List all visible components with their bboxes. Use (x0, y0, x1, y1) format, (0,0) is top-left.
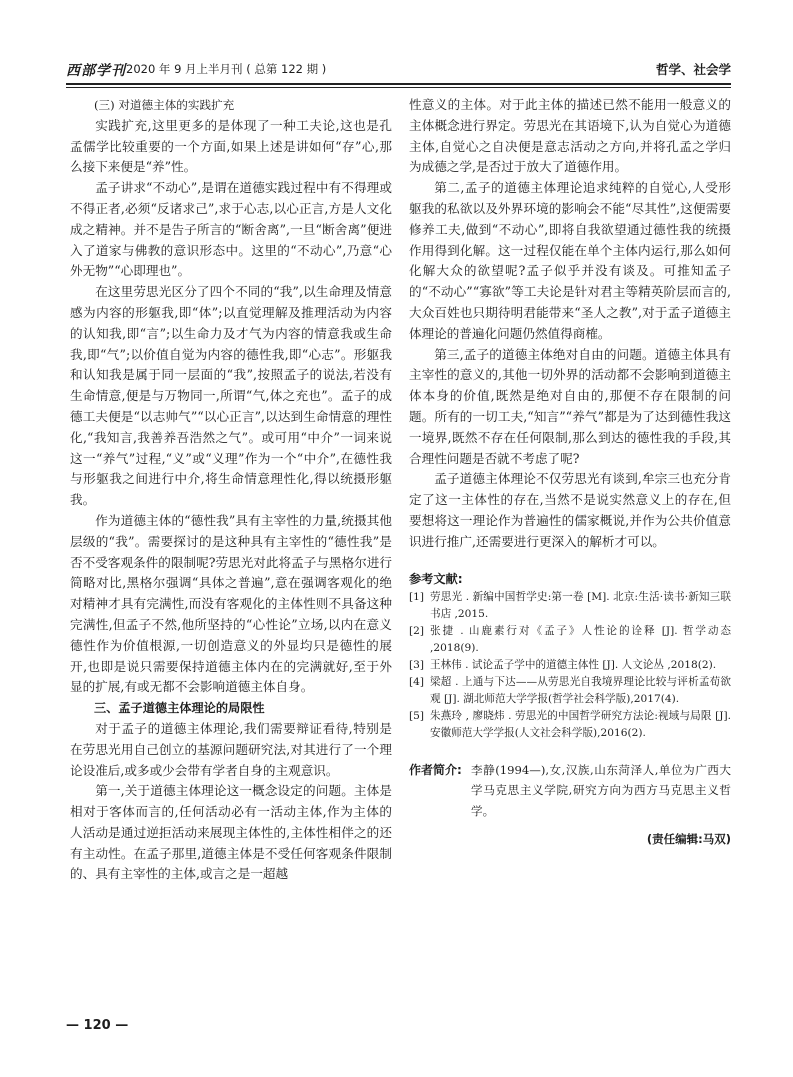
reference-text: 张捷 . 山鹿素行对《孟子》人性论的诠释 [J]. 哲学动态 ,2018(9). (430, 624, 731, 654)
header-rule-thin (66, 87, 731, 88)
page-header (66, 60, 731, 82)
subheading: (三) 对道德主体的实践扩充 (94, 98, 235, 112)
reference-item (409, 589, 731, 623)
paragraph: 第一,关于道德主体理论这一概念设定的问题。主体是相对于客体而言的,任何活动必有一活动主体,作为主体的人活动是通过逆拒活动来展现主体性的,主体性相伴之的还有主动性。在孟子那里,道德主体是不受任何客观条件限制的、具有主宰性的主体,或言之是一超越 (70, 783, 392, 882)
paragraph: 第三,孟子的道德主体绝对自由的问题。道德主体具有主宰性的意义的,其他一切外界的活动都不会影响到道德主体本身的价值,既然是绝对自由的,那便不存在限制的问题。所有的一切工夫,“知言”“养气”都是为了达到德性我这一境界,既然不存在任何限制,那么到达的德性我的手段,其合理性问题是否就不考虑了呢? (409, 346, 731, 466)
journal-logo: 西部学刊 (66, 63, 126, 79)
section-heading: 三、孟子道德主体理论的局限性 (94, 701, 265, 716)
author-label: 作者简介: (409, 762, 462, 777)
paragraph: 第二,孟子的道德主体理论追求纯粹的自觉心,人受形躯我的私欲以及外界环境的影响会不能“尽其性”,这便需要修养工夫,做到“不动心”,即将自我欲望通过德性我的统摄作用得到化解。这一过程仅能在单个主体内运行,那么如何化解大众的欲望呢?孟子似乎并没有谈及。可推知孟子的“不动心”“寡欲”等工夫论是针对君主等精英阶层而言的,大众百姓也只期待明君能带来“圣人之教”,对于孟子道德主体理论的普遍化问题仍然值得商榷。 (409, 180, 731, 341)
reference-number: [4] (409, 675, 425, 688)
author-bio (409, 760, 731, 822)
reference-number: [1] (409, 590, 425, 603)
left-column (70, 95, 392, 885)
header-rule-thick (66, 83, 731, 85)
reference-text: 朱燕玲 , 廖晓炜 . 劳思光的中国哲学研究方法论:视域与局限 [J]. 安徽师范大学学报(人文社会科学版),2016(2). (430, 709, 731, 739)
reference-text: 劳思光 . 新编中国哲学史:第一卷 [M]. 北京:生活·读书·新知三联书店 ,2015. (430, 590, 731, 620)
reference-number: [3] (409, 658, 425, 671)
paragraph-continued: 性意义的主体。对于此主体的描述已然不能用一般意义的主体概念进行界定。劳思光在其语境下,认为自觉心为道德主体,自觉心之自决便是意志活动之方向,并将孔孟之学归为成德之学,是否过于放大了道德作用。 (409, 97, 731, 175)
reference-item (409, 623, 731, 657)
reference-text: 王林伟 . 试论孟子学中的道德主体性 [J]. 人文论丛 ,2018(2). (430, 658, 717, 671)
reference-item (409, 708, 731, 742)
references-title: 参考文献: (409, 571, 463, 586)
page-number: — 120 — (66, 1018, 129, 1033)
paragraph: 作为道德主体的“德性我”具有主宰性的力量,统摄其他层级的“我”。需要探讨的是这种具有主宰性的“德性我”是否不受客观条件的限制呢?劳思光对此将孟子与黑格尔进行简略对比,黑格尔强调“具体之普遍”,意在强调客观化的绝对精神才具有完满性,而没有客观化的主体性则不具备这种完满性,但孟子不然,他所坚持的“心性论”立场,以内在意义德性作为价值根源,一切创造意义的外显均只是德性的展开,也即是说只需要保持道德主体内在的完满就好,至于外显的扩展,有或无都不会影响道德主体自身。 (70, 512, 392, 695)
paragraph: 孟子道德主体理论不仅劳思光有谈到,牟宗三也充分肯定了这一主体性的存在,当然不是说实然意义上的存在,但要想将这一理论作为普遍性的儒家概说,并作为公共价值意识进行推广,还需要进行更深入的解析才可以。 (409, 471, 731, 549)
right-column (409, 95, 731, 847)
paragraph: 实践扩充,这里更多的是体现了一种工夫论,这也是孔孟儒学比较重要的一个方面,如果上述是讲如何“存”心,那么接下来便是“养”性。 (70, 117, 392, 175)
responsible-editor: (责任编辑:马双) (646, 832, 731, 847)
paragraph: 孟子讲求“不动心”,是谓在道德实践过程中有不得理或不得正者,必须“反诸求己”,求于心志,以心正言,方是人文化成之精神。并不是告子所言的“断舍离”,一旦“断舍离”便进入了道家与佛教的意识形态中。这里的“不动心”,乃意“心外无物”“心即理也”。 (70, 180, 392, 279)
reference-text: 梁超 . 上通与下达——从劳思光自我境界理论比较与评析孟荀欲观 [J]. 湖北师范大学学报(哲学社会科学版),2017(4). (430, 675, 731, 705)
paragraph: 对于孟子的道德主体理论,我们需要辩证看待,特别是在劳思光用自己创立的基源问题研究法,对其进行了一个理论设准后,或多或少会带有学者自身的主观意识。 (70, 720, 392, 778)
journal-issue: 2020 年 9 月上半月刊 ( 总第 122 期 ) (126, 62, 327, 76)
reference-number: [2] (409, 624, 425, 637)
reference-item (409, 674, 731, 708)
section-name: 哲学、社会学 (655, 62, 731, 77)
paragraph: 在这里劳思光区分了四个不同的“我”,以生命理及情意感为内容的形躯我,即“体”;以直觉理解及推理活动为内容的认知我,即“言”;以生命力及才气为内容的情意我或生命我,即“气”;以价值自觉为内容的德性我,即“心志”。形躯我和认知我是属于同一层面的“我”,按照孟子的说法,若没有生命情意,便是与万物同一,所谓“气,体之充也”。孟子的成德工夫便是“以志帅气”“以心正言”,以达到生命情意的理性化,“我知言,我善养吾浩然之气”。或可用“中介”一词来说这一“养气”过程,“义”或“义理”作为一个“中介”,在德性我与形躯我之间进行中介,将生命情意理性化,得以统摄形躯我。 (70, 284, 392, 508)
references-section (409, 569, 731, 742)
author-text: 李静(1994—),女,汉族,山东菏泽人,单位为广西大学马克思主义学院,研究方向为西方马克思主义哲学。 (471, 762, 731, 818)
reference-item (409, 657, 731, 674)
reference-number: [5] (409, 709, 425, 722)
